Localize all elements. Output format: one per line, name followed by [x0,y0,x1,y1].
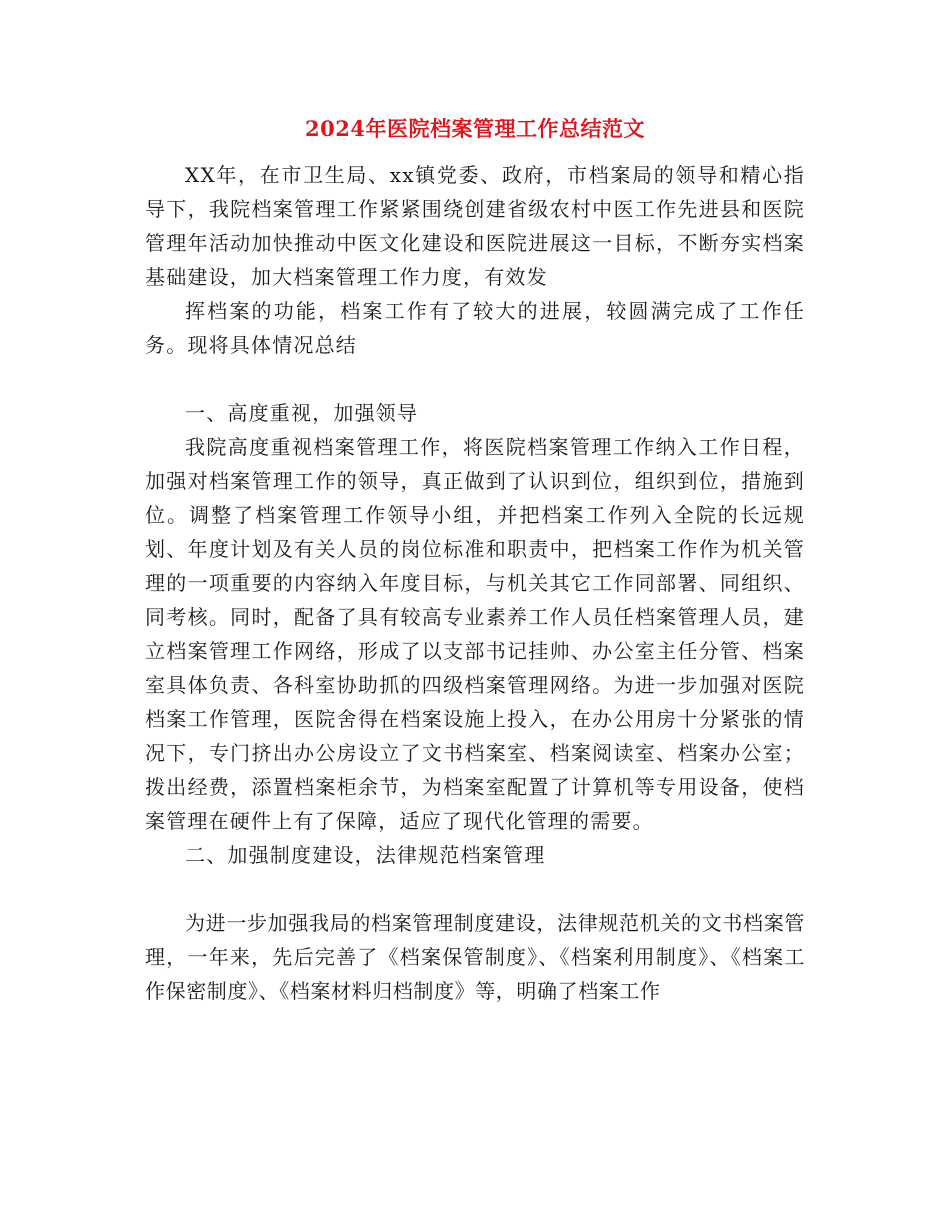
document-title: 2024年医院档案管理工作总结范文 [305,116,645,141]
spacer [145,872,805,906]
intro-continuation-paragraph: 挥档案的功能，档案工作有了较大的进展，较圆满完成了工作任务。现将具体情况总结 [145,299,805,357]
section-heading-2: 二、加强制度建设，法律规范档案管理 [185,843,546,867]
intro-paragraph: XX年，在市卫生局、xx镇党委、政府，市档案局的领导和精心指导下，我院档案管理工作紧紧围绕创建省级农村中医工作先进县和医院管理年活动加快推动中医文化建设和医院进展这一目标，不断夯实档案基础建设，加大档案管理工作力度，有效发 [145,163,805,289]
document-body [145,158,805,1008]
spacer [145,362,805,396]
section-heading-1: 一、高度重视，加强领导 [185,401,419,425]
section-1-paragraph: 我院高度重视档案管理工作，将医院档案管理工作纳入工作日程，加强对档案管理工作的领导，真正做到了认识到位，组织到位，措施到位。调整了档案管理工作领导小组，并把档案工作列入全院的长远规划、年度计划及有关人员的岗位标准和职责中，把档案工作作为机关管理的一项重要的内容纳入年度目标，与机关其它工作同部署、同组织、同考核。同时，配备了具有较高专业素养工作人员任档案管理人员，建立档案管理工作网络，形成了以支部书记挂帅、办公室主任分管、档案室具体负责、各科室协助抓的四级档案管理网络。为进一步加强对医院档案工作管理，医院舍得在档案设施上投入，在办公用房十分紧张的情况下，专门挤出办公房设立了文书档案室、档案阅读室、档案办公室；拨出经费，添置档案柜余节，为档案室配置了计算机等专用设备，使档案管理在硬件上有了保障，适应了现代化管理的需要。 [145,435,805,833]
section-2-paragraph: 为进一步加强我局的档案管理制度建设，法律规范机关的文书档案管理，一年来，先后完善了《档案保管制度》、《档案利用制度》、《档案工作保密制度》、《档案材料归档制度》等，明确了档案工作 [145,911,805,1003]
